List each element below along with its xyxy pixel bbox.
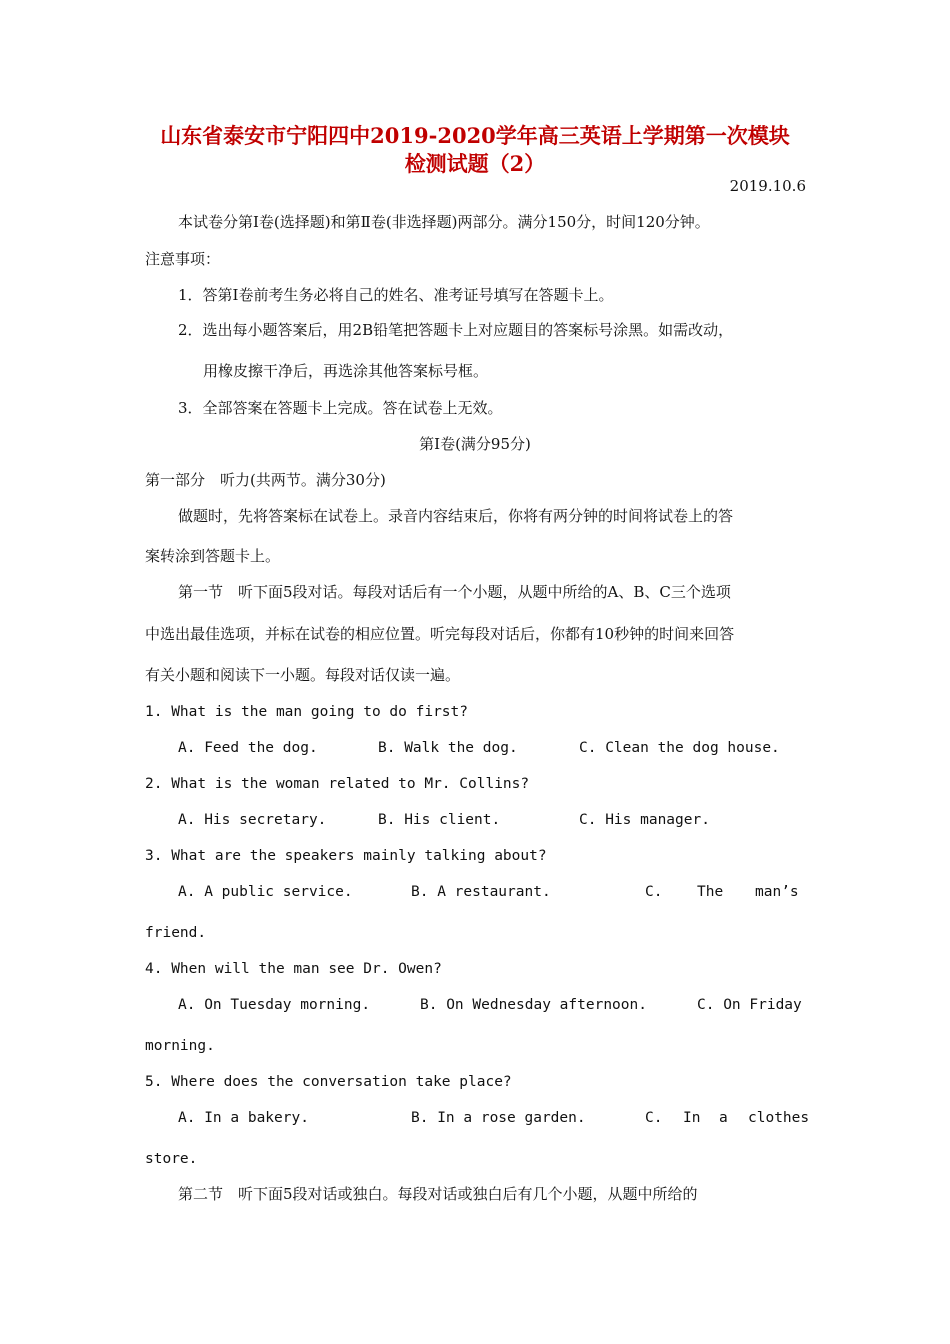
question-5-option-c-letter: C. <box>645 1110 663 1126</box>
question-2-option-c: C. His manager. <box>579 812 710 828</box>
part-heading: 第一部分 听力(共两节。满分30分) <box>145 471 386 489</box>
question-2-option-b: B. His client. <box>378 812 501 828</box>
question-5-option-a: A. In a bakery. <box>178 1110 309 1126</box>
question-5-option-c-word-1: In <box>683 1110 701 1126</box>
listening-instructions-continued: 案转涂到答题卡上。 <box>145 547 281 565</box>
question-1-option-b: B. Walk the dog. <box>378 740 518 756</box>
section-1-instructions-line-3: 有关小题和阅读下一小题。每段对话仅读一遍。 <box>145 666 461 684</box>
question-4-option-b: B. On Wednesday afternoon. <box>420 997 647 1013</box>
question-4-option-c-continued: morning. <box>145 1038 215 1054</box>
question-5-option-c-word-3: clothes <box>748 1110 810 1126</box>
section-1-instructions: 第一节 听下面5段对话。每段对话后有一个小题，从题中所给的A、B、C三个选项 <box>178 583 731 601</box>
section-1-instructions-line-2: 中选出最佳选项，并标在试卷的相应位置。听完每段对话后，你都有10秒钟的时间来回答 <box>145 625 735 643</box>
notice-heading: 注意事项： <box>145 250 221 268</box>
question-2-option-a: A. His secretary. <box>178 812 327 828</box>
question-3-option-a: A. A public service. <box>178 884 353 900</box>
question-3: 3. What are the speakers mainly talking about? <box>145 848 547 864</box>
question-3-option-b: B. A restaurant. <box>411 884 551 900</box>
question-4: 4. When will the man see Dr. Owen? <box>145 961 442 977</box>
notice-item-2: 2．选出每小题答案后，用2B铅笔把答题卡上对应题目的答案标号涂黑。如需改动， <box>178 321 734 339</box>
question-5-option-c-word-2: a <box>719 1110 728 1126</box>
question-3-option-c-word-1: The <box>697 884 724 900</box>
question-4-option-c: C. On Friday <box>697 997 802 1013</box>
question-1-option-a: A. Feed the dog. <box>178 740 318 756</box>
question-1-option-c: C. Clean the dog house. <box>579 740 780 756</box>
section-2-instructions: 第二节 听下面5段对话或独白。每段对话或独白后有几个小题，从题中所给的 <box>178 1185 698 1203</box>
question-5-option-b: B. In a rose garden. <box>411 1110 586 1126</box>
notice-item-1: 1．答第Ⅰ卷前考生务必将自己的姓名、准考证号填写在答题卡上。 <box>178 286 614 304</box>
question-5-option-c-continued: store. <box>145 1151 198 1167</box>
question-4-option-a: A. On Tuesday morning. <box>178 997 371 1013</box>
question-5: 5. Where does the conversation take place? <box>145 1074 512 1090</box>
volume-heading: 第Ⅰ卷(满分95分) <box>419 435 531 453</box>
listening-instructions: 做题时，先将答案标在试卷上。录音内容结束后，你将有两分钟的时间将试卷上的答 <box>178 507 734 525</box>
notice-item-2-continued: 用橡皮擦干净后，再选涂其他答案标号框。 <box>203 362 489 380</box>
exam-intro: 本试卷分第Ⅰ卷(选择题)和第Ⅱ卷(非选择题)两部分。满分150分，时间120分钟。 <box>178 213 710 231</box>
notice-item-3: 3．全部答案在答题卡上完成。答在试卷上无效。 <box>178 399 503 417</box>
question-2: 2. What is the woman related to Mr. Collins? <box>145 776 530 792</box>
exam-date: 2019.10.6 <box>729 177 806 195</box>
document-title-line-1: 山东省泰安市宁阳四中2019-2020学年高三英语上学期第一次模块 <box>160 123 790 148</box>
question-1: 1. What is the man going to do first? <box>145 704 469 720</box>
question-3-option-c-continued: friend. <box>145 925 207 941</box>
question-3-option-c-letter: C. <box>645 884 663 900</box>
document-title-line-2: 检测试题（2） <box>404 151 546 176</box>
question-3-option-c-word-2: man’s <box>755 884 799 900</box>
